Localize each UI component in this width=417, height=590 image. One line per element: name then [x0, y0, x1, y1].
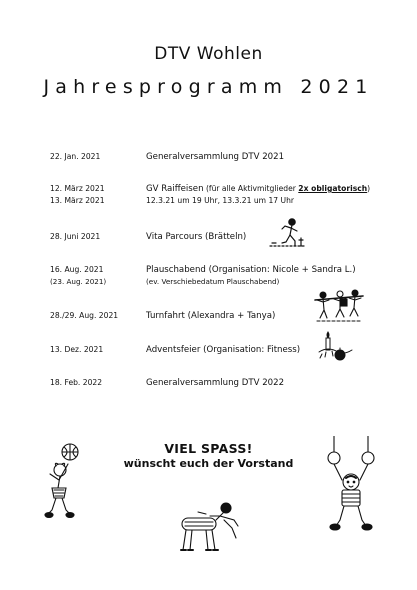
event-date: 28. Juni 2021: [50, 232, 101, 241]
event-description: Vita Parcours (Brätteln): [146, 232, 247, 242]
advent-candle-icon: [318, 330, 354, 364]
event-title: GV Raiffeisen: [146, 184, 204, 194]
event-date: 22. Jan. 2021: [50, 152, 101, 161]
event-date-alternative: (23. Aug. 2021): [50, 277, 107, 286]
runner-clipart-icon: [268, 216, 308, 250]
event-description: Turnfahrt (Alexandra + Tanya): [146, 311, 276, 321]
event-note-emphasis: 2x obligatorisch: [298, 184, 368, 193]
event-times: 12.3.21 um 19 Uhr, 13.3.21 um 17 Uhr: [146, 196, 295, 205]
event-description: Generalversammlung DTV 2021: [146, 152, 285, 162]
closing-headline: VIEL SPASS!: [164, 441, 253, 456]
event-note-end: ): [367, 184, 371, 193]
hikers-clipart-icon: [313, 286, 365, 326]
event-date: 16. Aug. 2021: [50, 265, 104, 274]
page-title: Jahresprogramm 2021: [43, 76, 374, 98]
event-description: Generalversammlung DTV 2022: [146, 378, 285, 388]
event-note: (ev. Verschiebedatum Plauschabend): [146, 277, 280, 286]
closing-signature: wünscht euch der Vorstand: [123, 457, 294, 470]
rings-gymnast-icon: [320, 436, 384, 534]
event-description: Adventsfeier (Organisation: Fitness): [146, 345, 301, 355]
event-description: Plauschabend (Organisation: Nicole + Sandra L.): [146, 265, 356, 275]
event-date: 18. Feb. 2022: [50, 378, 103, 387]
event-date-second: 13. März 2021: [50, 196, 105, 205]
event-date: 13. Dez. 2021: [50, 345, 104, 354]
club-name: DTV Wohlen: [154, 44, 263, 64]
event-description: [146, 183, 370, 195]
event-date: 12. März 2021: [50, 184, 105, 193]
event-date: 28./29. Aug. 2021: [50, 311, 119, 320]
vaulting-horse-icon: [176, 494, 242, 558]
volleyball-girl-icon: [40, 440, 92, 522]
event-note: (für alle Aktivmitglieder: [205, 184, 299, 193]
